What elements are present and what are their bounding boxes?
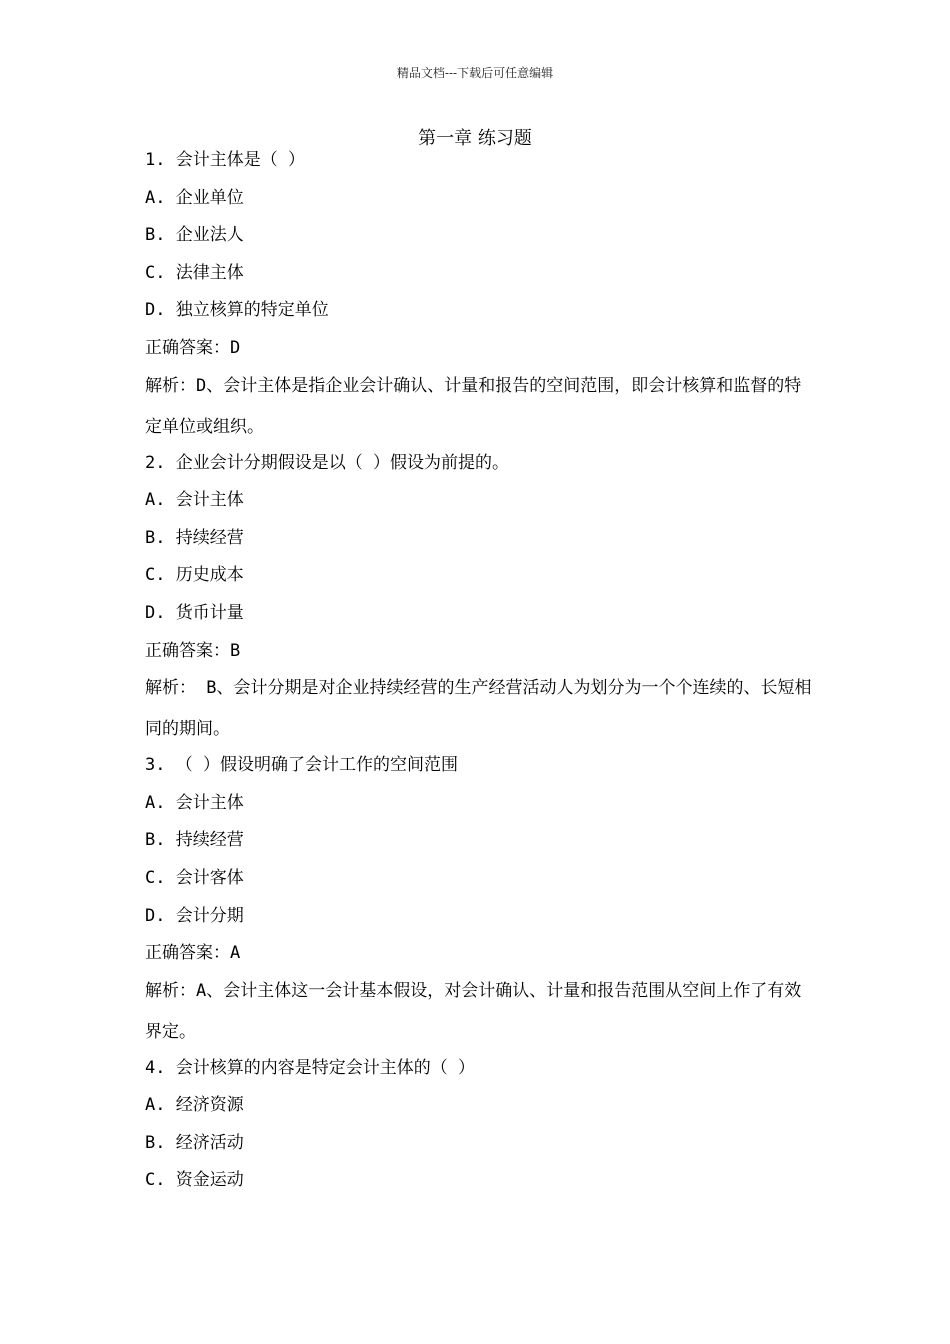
- question-stem: 1. 会计主体是（ ）: [145, 150, 305, 170]
- question-stem: 4. 会计核算的内容是特定会计主体的（ ）: [145, 1057, 475, 1078]
- answer-analysis: 解析： B、会计分期是对企业持续经营的生产经营活动人为划分为一个个连续的、长短相同的期间。: [145, 678, 812, 740]
- option-a: A. 会计主体: [145, 490, 244, 511]
- option-b: B. 企业法人: [145, 225, 244, 246]
- option-b: B. 持续经营: [145, 830, 244, 851]
- option-c: C. 法律主体: [145, 262, 244, 283]
- option-d: D. 货币计量: [145, 602, 244, 623]
- option-d: D. 会计分期: [145, 905, 244, 926]
- option-c: C. 会计客体: [145, 867, 244, 888]
- correct-answer: 正确答案：A: [145, 943, 241, 964]
- option-c: C. 资金运动: [145, 1170, 244, 1191]
- page-title: 第一章 练习题: [418, 128, 532, 149]
- question-stem: 2. 企业会计分期假设是以（ ）假设为前提的。: [145, 452, 509, 473]
- option-a: A. 企业单位: [145, 187, 244, 208]
- option-c: C. 历史成本: [145, 565, 244, 586]
- answer-analysis: 解析：A、会计主体这一会计基本假设，对会计确认、计量和报告范围从空间上作了有效界定。: [145, 980, 802, 1042]
- question-stem: 3. （ ）假设明确了会计工作的空间范围: [145, 755, 458, 776]
- correct-answer: 正确答案：B: [145, 640, 241, 661]
- option-a: A. 会计主体: [145, 792, 244, 813]
- option-d: D. 独立核算的特定单位: [145, 300, 329, 321]
- question-list: [145, 142, 815, 1200]
- option-b: B. 经济活动: [145, 1132, 244, 1153]
- answer-analysis: 解析：D、会计主体是指企业会计确认、计量和报告的空间范围，即会计核算和监督的特定单位或组织。: [145, 375, 802, 437]
- option-a: A. 经济资源: [145, 1095, 244, 1116]
- correct-answer: 正确答案：D: [145, 337, 241, 358]
- option-b: B. 持续经营: [145, 527, 244, 548]
- page-header: 精品文档---下载后可任意编辑: [396, 66, 554, 80]
